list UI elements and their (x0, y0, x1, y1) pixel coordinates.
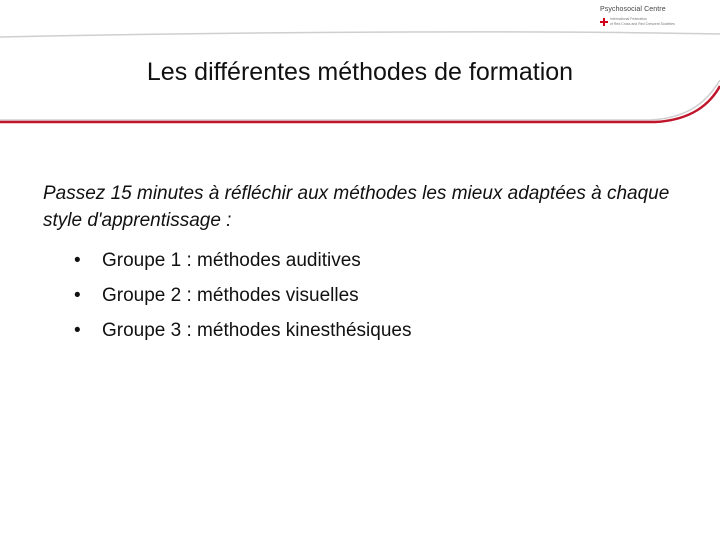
psychosocial-centre-logo (596, 6, 716, 32)
slide-title: Les différentes méthodes de formation (146, 58, 574, 86)
list-item (74, 313, 411, 348)
swoosh-red-line (0, 86, 720, 122)
bullet-icon: • (74, 250, 81, 271)
logo-subtitle-line1: International Federation (610, 17, 647, 21)
intro-text: Passez 15 minutes à réfléchir aux méthodes les mieux adaptées à chaque style d'apprentissage : (43, 183, 670, 231)
bullet-icon: • (74, 285, 81, 306)
swoosh-gray-outline (0, 32, 720, 37)
bullet-text: Groupe 1 : méthodes auditives (102, 250, 361, 271)
list-item (74, 278, 411, 313)
logo-subtitle-line2: of Red Cross and Red Crescent Societies (610, 22, 675, 26)
bullet-icon: • (74, 320, 81, 341)
bullet-list (74, 243, 411, 348)
red-cross-icon (600, 18, 608, 26)
bullet-text: Groupe 3 : méthodes kinesthésiques (102, 320, 412, 341)
logo-name: Psychosocial Centre (600, 6, 666, 13)
list-item (74, 243, 411, 278)
bullet-text: Groupe 2 : méthodes visuelles (102, 285, 359, 306)
